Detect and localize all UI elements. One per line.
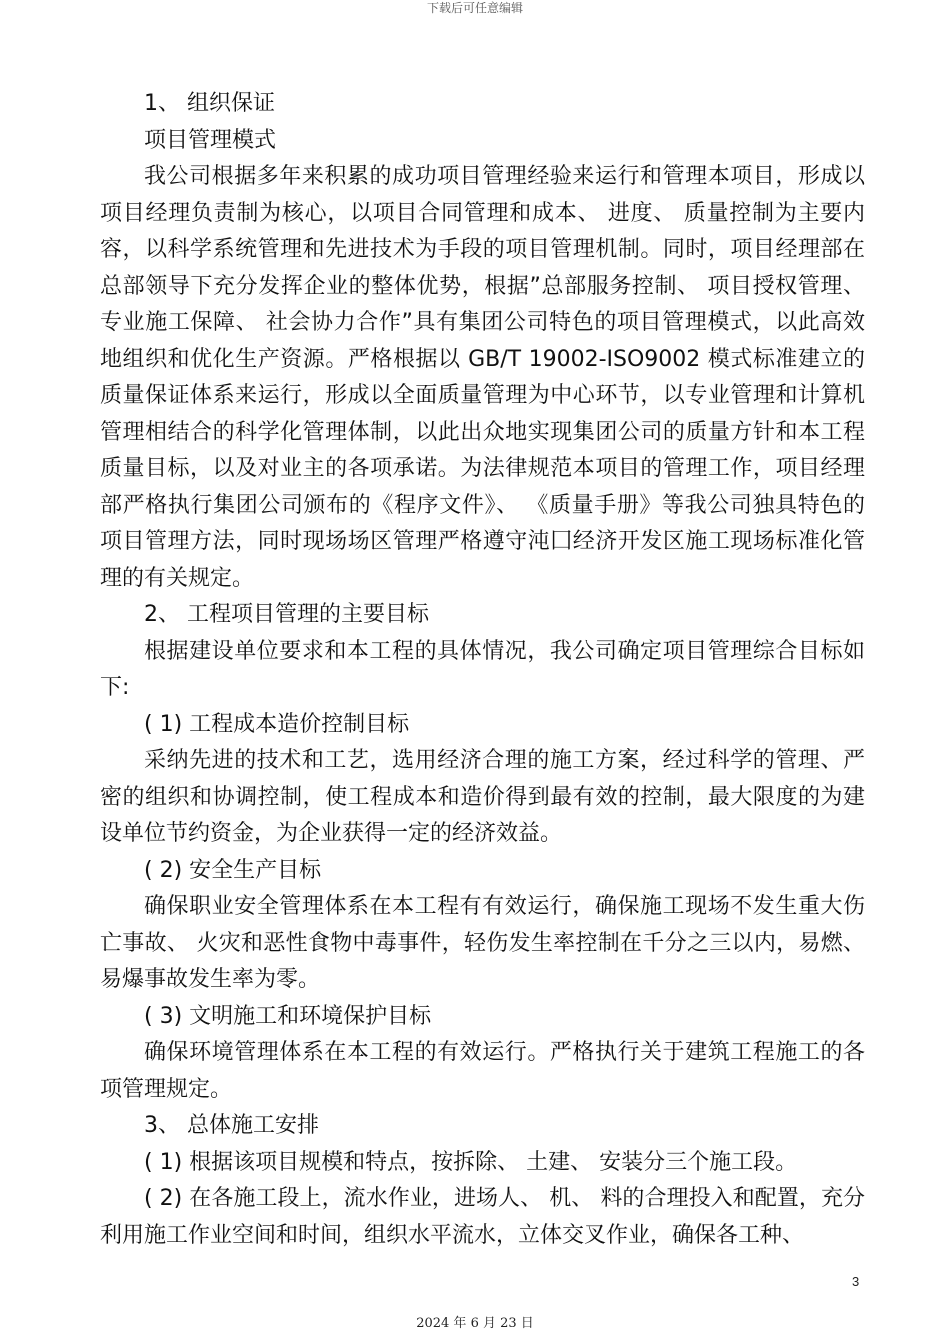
- paragraph: 我公司根据多年来积累的成功项目管理经验来运行和管理本项目，形成以项目经理负责制为核心，以项目合同管理和成本、 进度、 质量控制为主要内容，以科学系统管理和先进技术为手段的项目管理机制。同时，项目经理部在总部领导下充分发挥企业的整体优势，根据”总部服务控制、 项目授权管理、 专业施工保障、 社会协力合作”具有集团公司特色的项目管理模式，以此高效地组织和优化生产资源。严格根据以 GB/T 19002-ISO9002 模式标准建立的质量保证体系来运行，形成以全面质量管理为中心环节，以专业管理和计算机管理相结合的科学化管理体制，以此出众地实现集团公司的质量方针和本工程质量目标，以及对业主的各项承诺。为法律规范本项目的管理工作，项目经理部严格执行集团公司颁布的《程序文件》、 《质量手册》等我公司独具特色的项目管理方法，同时现场场区管理严格遵守沌囗经济开发区施工现场标准化管理的有关规定。: [100, 164, 865, 591]
- page-number: 3: [852, 1274, 860, 1289]
- page-header: 下载后可任意编辑: [426, 1, 523, 15]
- section-heading-1: 1、 组织保证: [144, 91, 275, 116]
- footer-date: 2024 年 6 月 23 日: [416, 1316, 534, 1331]
- paragraph: 确保职业安全管理体系在本工程有有效运行，确保施工现场不发生重大伤亡事故、 火灾和恶性食物中毒事件，轻伤发生率控制在千分之三以内，易燃、 易爆事故发生率为零。: [100, 894, 865, 992]
- paragraph: ( 2) 在各施工段上，流水作业，进场人、 机、 料的合理投入和配置，充分利用施工作业空间和时间，组织水平流水，立体交叉作业，确保各工种、: [100, 1186, 865, 1248]
- section-heading-2: 2、 工程项目管理的主要目标: [144, 602, 429, 627]
- paragraph: 确保环境管理体系在本工程的有效运行。严格执行关于建筑工程施工的各项管理规定。: [100, 1040, 865, 1102]
- document-body: [100, 86, 865, 1254]
- subsection-heading: ( 3) 文明施工和环境保护目标: [144, 1003, 432, 1029]
- paragraph: ( 1) 根据该项目规模和特点，按拆除、 土建、 安装分三个施工段。: [144, 1149, 798, 1175]
- paragraph: 根据建设单位要求和本工程的具体情况，我公司确定项目管理综合目标如下:: [100, 638, 865, 700]
- section-heading-3: 3、 总体施工安排: [144, 1113, 319, 1138]
- subsection-heading: ( 1) 工程成本造价控制目标: [144, 711, 410, 737]
- subsection-heading: ( 2) 安全生产目标: [144, 857, 322, 883]
- subsection-heading: 项目管理模式: [144, 127, 277, 153]
- paragraph: 采纳先进的技术和工艺，选用经济合理的施工方案，经过科学的管理、严密的组织和协调控制，使工程成本和造价得到最有效的控制，最大限度的为建设单位节约资金，为企业获得一定的经济效益。: [100, 748, 865, 846]
